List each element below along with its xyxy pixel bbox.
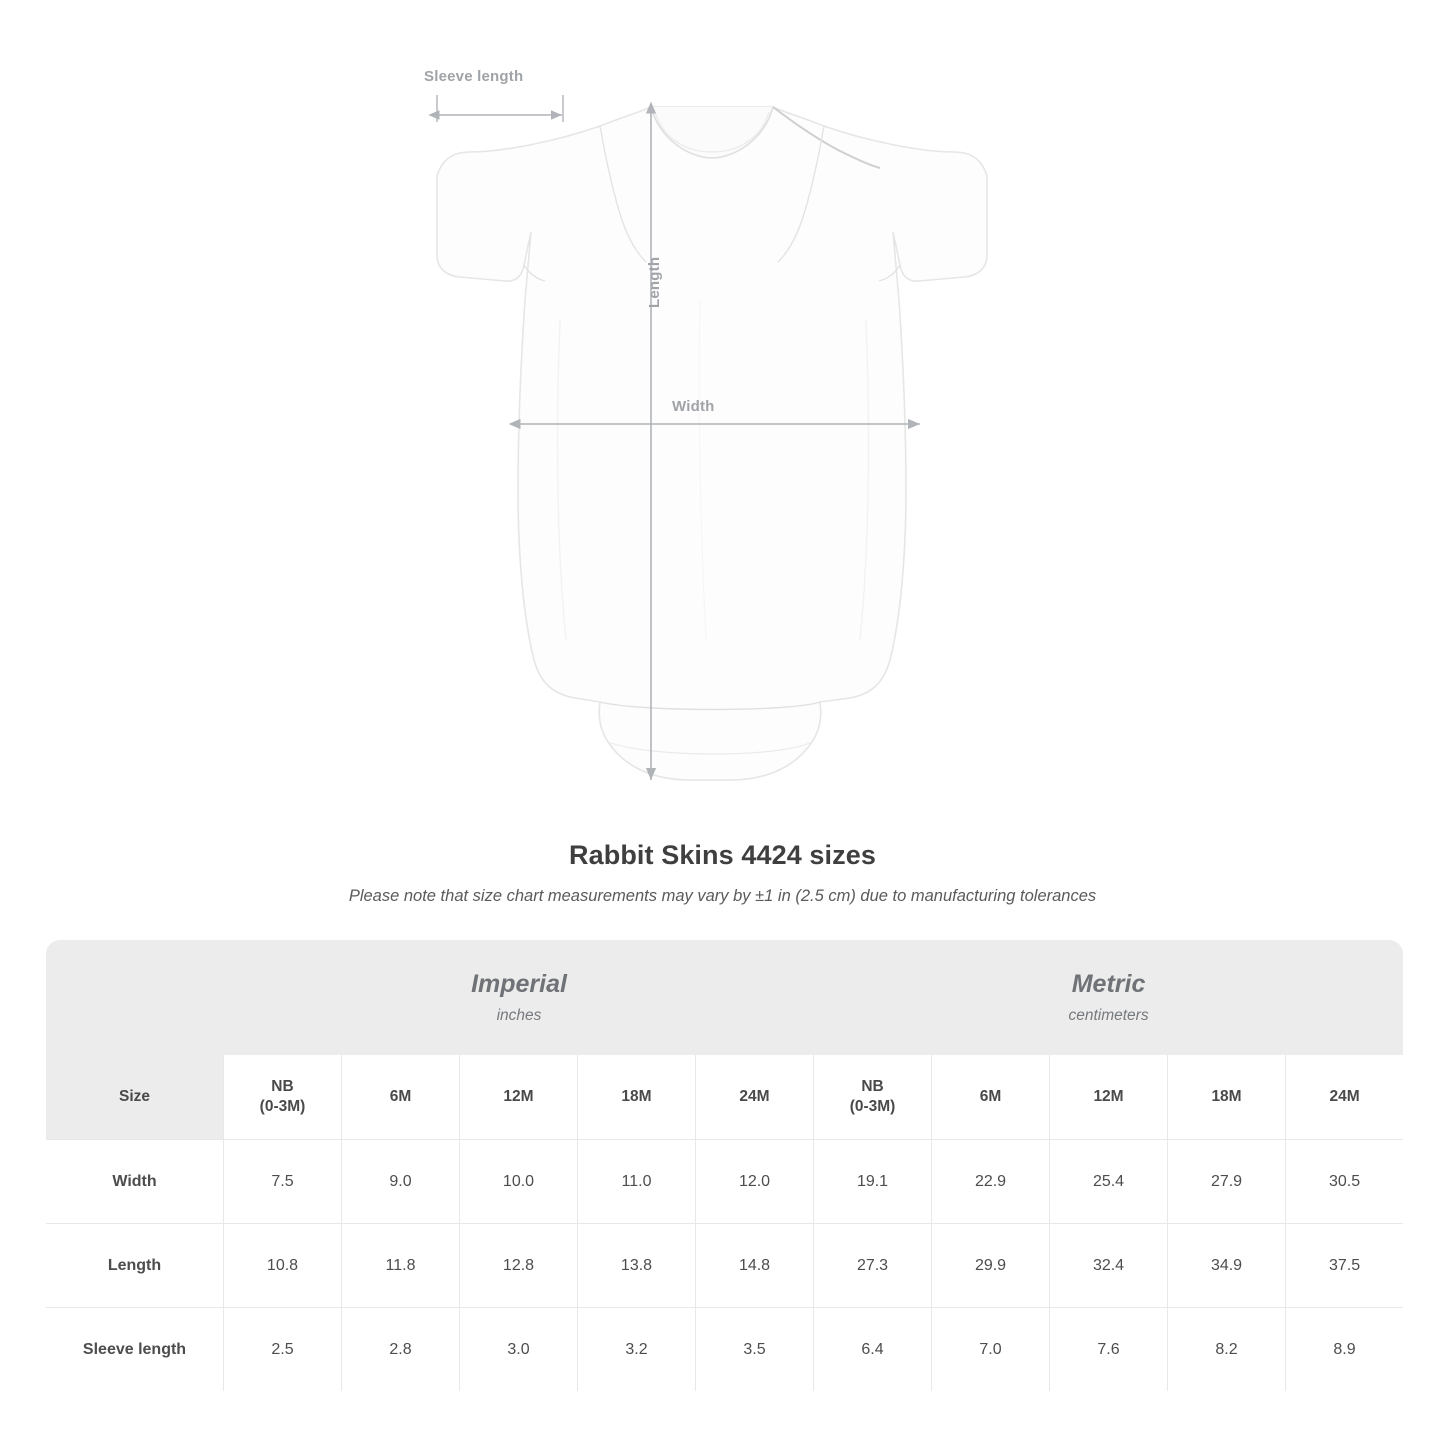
header-imperial-6m: 6M <box>342 1055 460 1140</box>
cell-width-imperial-12m: 10.0 <box>460 1140 578 1224</box>
header-metric-18m: 18M <box>1168 1055 1286 1140</box>
header-metric-6m: 6M <box>932 1055 1050 1140</box>
measurement-system-row <box>46 940 1403 1055</box>
system-imperial-unit: inches <box>496 1006 542 1024</box>
length-annotation: Length <box>646 256 663 308</box>
table-row <box>46 1224 1403 1308</box>
system-imperial-name: Imperial <box>471 970 567 999</box>
header-metric-nb-line1: NB <box>861 1077 884 1095</box>
cell-length-metric-6m: 29.9 <box>932 1224 1050 1308</box>
cell-width-metric-6m: 22.9 <box>932 1140 1050 1224</box>
header-imperial-18m: 18M <box>578 1055 696 1140</box>
row-label-sleeve-length: Sleeve length <box>46 1308 224 1391</box>
cell-sleeve-imperial-6m: 2.8 <box>342 1308 460 1391</box>
header-metric-12m: 12M <box>1050 1055 1168 1140</box>
width-annotation: Width <box>672 398 715 415</box>
bodysuit-shape <box>437 107 987 780</box>
cell-length-imperial-12m: 12.8 <box>460 1224 578 1308</box>
chart-headings <box>0 840 1445 906</box>
cell-width-metric-12m: 25.4 <box>1050 1140 1168 1224</box>
tolerance-note: Please note that size chart measurements may vary by ±1 in (2.5 cm) due to manufacturing tolerances <box>348 887 1097 905</box>
header-metric-nb-line2: (0-3M) <box>849 1098 896 1115</box>
cell-length-metric-nb: 27.3 <box>814 1224 932 1308</box>
cell-width-imperial-18m: 11.0 <box>578 1140 696 1224</box>
table-row <box>46 1140 1403 1224</box>
cell-length-imperial-6m: 11.8 <box>342 1224 460 1308</box>
cell-width-imperial-6m: 9.0 <box>342 1140 460 1224</box>
measure-sleeve-arrow <box>437 95 563 122</box>
page-title: Rabbit Skins 4424 sizes <box>569 840 876 870</box>
cell-sleeve-imperial-24m: 3.5 <box>696 1308 814 1391</box>
cell-sleeve-imperial-nb: 2.5 <box>224 1308 342 1391</box>
cell-width-metric-nb: 19.1 <box>814 1140 932 1224</box>
cell-length-metric-18m: 34.9 <box>1168 1224 1286 1308</box>
system-row-blank <box>46 940 224 1055</box>
row-label-length: Length <box>46 1224 224 1308</box>
system-metric-unit: centimeters <box>1068 1006 1149 1024</box>
header-imperial-12m: 12M <box>460 1055 578 1140</box>
header-metric-nb <box>814 1055 932 1140</box>
cell-sleeve-metric-nb: 6.4 <box>814 1308 932 1391</box>
size-chart-table <box>46 940 1403 1391</box>
header-imperial-nb-line1: NB <box>271 1077 294 1095</box>
size-header-row <box>46 1055 1403 1140</box>
cell-sleeve-metric-12m: 7.6 <box>1050 1308 1168 1391</box>
sleeve-length-annotation: Sleeve length <box>424 68 524 85</box>
cell-length-metric-24m: 37.5 <box>1286 1224 1403 1308</box>
cell-length-metric-12m: 32.4 <box>1050 1224 1168 1308</box>
header-imperial-24m: 24M <box>696 1055 814 1140</box>
header-size-label: Size <box>46 1055 224 1140</box>
header-imperial-nb-line2: (0-3M) <box>259 1098 306 1115</box>
table-row <box>46 1308 1403 1391</box>
cell-length-imperial-18m: 13.8 <box>578 1224 696 1308</box>
cell-width-imperial-nb: 7.5 <box>224 1140 342 1224</box>
system-metric <box>814 940 1403 1055</box>
cell-sleeve-imperial-12m: 3.0 <box>460 1308 578 1391</box>
header-imperial-nb <box>224 1055 342 1140</box>
cell-width-imperial-24m: 12.0 <box>696 1140 814 1224</box>
size-chart-table-wrap <box>46 940 1399 1391</box>
cell-sleeve-metric-6m: 7.0 <box>932 1308 1050 1391</box>
cell-sleeve-imperial-18m: 3.2 <box>578 1308 696 1391</box>
system-metric-name: Metric <box>1071 970 1146 999</box>
system-imperial <box>224 940 814 1055</box>
cell-length-imperial-24m: 14.8 <box>696 1224 814 1308</box>
cell-sleeve-metric-24m: 8.9 <box>1286 1308 1403 1391</box>
cell-length-imperial-nb: 10.8 <box>224 1224 342 1308</box>
cell-sleeve-metric-18m: 8.2 <box>1168 1308 1286 1391</box>
row-label-width: Width <box>46 1140 224 1224</box>
cell-width-metric-18m: 27.9 <box>1168 1140 1286 1224</box>
header-metric-24m: 24M <box>1286 1055 1403 1140</box>
cell-width-metric-24m: 30.5 <box>1286 1140 1403 1224</box>
